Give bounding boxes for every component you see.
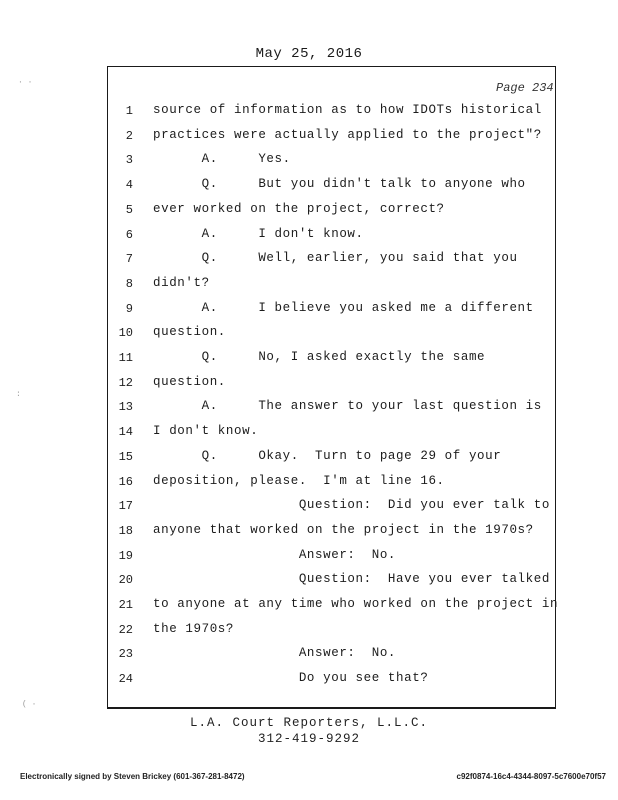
line-number: 18 — [118, 523, 133, 538]
transcript-line-text: Answer: No. — [153, 646, 397, 661]
transcript-line-text: Answer: No. — [153, 547, 397, 562]
line-number: 8 — [125, 276, 133, 291]
line-number: 16 — [118, 474, 133, 489]
transcript-line-text: deposition, please. I'm at line 16. — [153, 473, 445, 488]
line-number: 21 — [118, 598, 133, 612]
line-number: 9 — [125, 301, 133, 316]
transcript-line-text: ever worked on the project, correct? — [153, 201, 445, 216]
transcript-line-text: practices were actually applied to the project"? — [153, 127, 542, 142]
court-reporter-phone: 312-419-9292 — [257, 732, 360, 746]
transcript-line-text: Q. No, I asked exactly the same — [153, 350, 486, 364]
line-number: 3 — [125, 153, 133, 168]
line-number: 2 — [125, 128, 133, 143]
line-number: 19 — [118, 548, 133, 563]
transcript-line-text: question. — [153, 325, 226, 340]
transcript-line-text: source of information as to how IDOTs historical — [153, 103, 542, 117]
line-number: 11 — [118, 351, 133, 365]
transcript-line-text: to anyone at any time who worked on the project in — [153, 597, 559, 611]
transcript-line-text: I don't know. — [153, 424, 259, 439]
line-number: 24 — [118, 672, 133, 687]
scan-speckle: : — [16, 390, 21, 399]
line-number: 7 — [125, 252, 133, 267]
line-number: 6 — [125, 227, 133, 242]
transcript-line-text: A. I believe you asked me a different — [153, 300, 534, 315]
transcript-line-text: didn't? — [153, 275, 210, 290]
line-number: 1 — [125, 104, 133, 118]
line-number: 13 — [118, 400, 133, 415]
scan-speckle: ( · — [22, 700, 37, 709]
transcript-line-text: question. — [153, 374, 226, 389]
page-number: Page 234 — [496, 81, 554, 95]
deposition-date: May 25, 2016 — [255, 46, 363, 62]
transcript-line-text: anyone that worked on the project in the 1970s? — [153, 522, 534, 537]
line-number: 22 — [118, 622, 133, 637]
line-number: 14 — [118, 425, 133, 440]
transcript-line-text: A. I don't know. — [153, 226, 364, 241]
transcript-line-text: Q. Well, earlier, you said that you — [153, 251, 518, 266]
line-number: 15 — [118, 449, 133, 464]
transcript-line-text: the 1970s? — [153, 621, 235, 636]
transcript-line-text: Q. But you didn't talk to anyone who — [153, 177, 526, 192]
line-number: 4 — [125, 178, 133, 193]
transcript-line-text: Do you see that? — [153, 671, 429, 686]
line-number: 12 — [118, 375, 133, 390]
transcript-line-text: A. The answer to your last question is — [153, 399, 542, 414]
document-id: c92f0874-16c4-4344-8097-5c7600e70f57 — [456, 772, 606, 781]
transcript-line-text: Question: Have you ever talked — [153, 572, 550, 587]
transcript-line-text: Q. Okay. Turn to page 29 of your — [153, 448, 502, 463]
transcript-line-text: A. Yes. — [153, 152, 291, 167]
scan-speckle: · · — [18, 78, 33, 87]
line-number: 10 — [118, 326, 133, 341]
transcript-line-text: Question: Did you ever talk to — [153, 498, 550, 513]
line-number: 5 — [125, 202, 133, 217]
line-number: 17 — [118, 499, 133, 514]
e-signature-note: Electronically signed by Steven Brickey (601-367-281-8472) — [20, 772, 245, 781]
line-number: 23 — [118, 647, 133, 662]
line-number: 20 — [118, 573, 133, 588]
court-reporter-name: L.A. Court Reporters, L.L.C. — [189, 716, 429, 730]
